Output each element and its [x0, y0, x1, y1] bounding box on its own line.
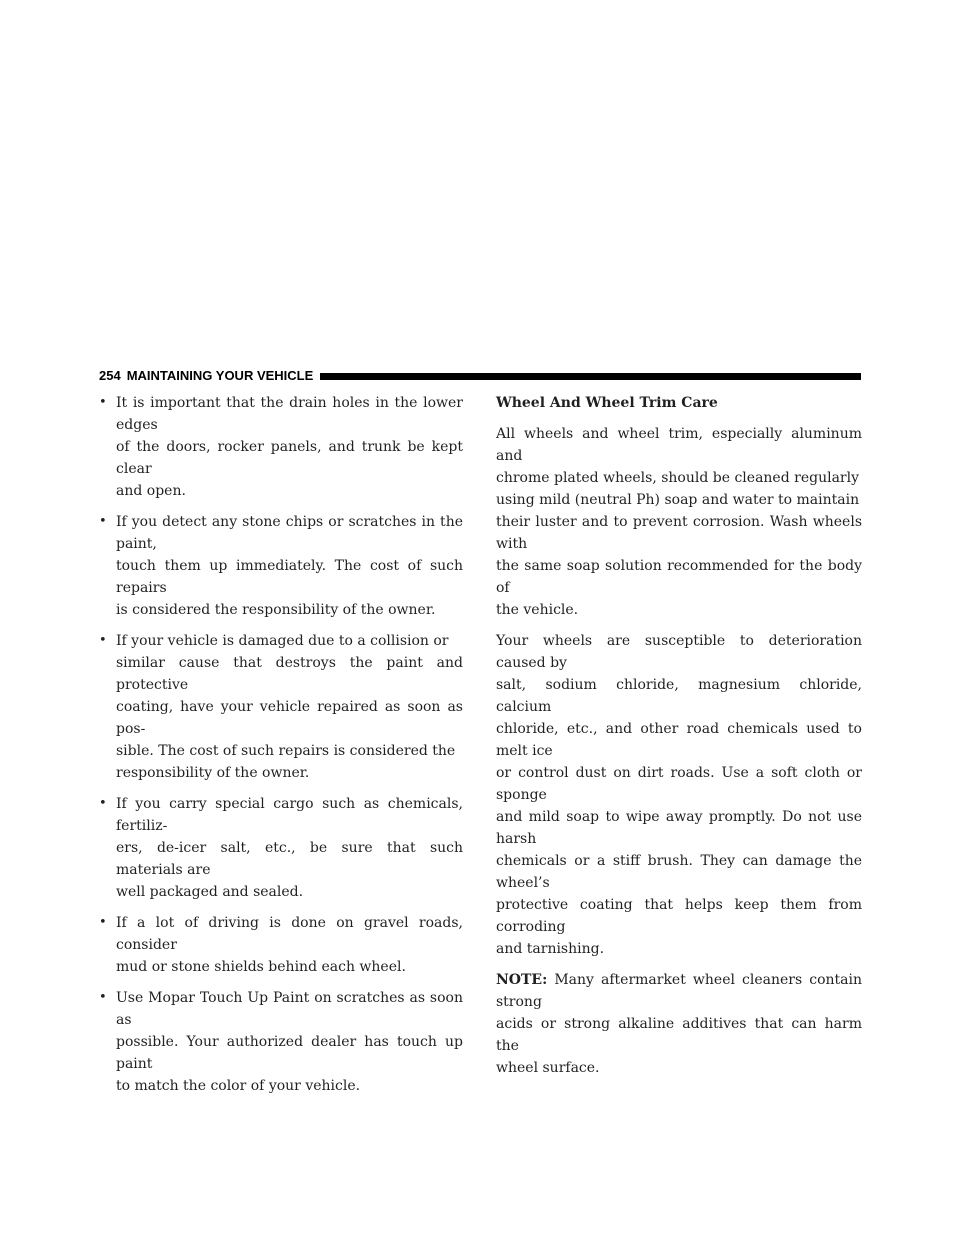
bullet-line: ers, de-icer salt, etc., be sure that such materials are	[116, 840, 463, 878]
paragraph-line: the vehicle.	[496, 602, 579, 618]
paragraph-line: their luster and to prevent corrosion. Wash wheels with	[496, 514, 862, 552]
paragraph-line: or control dust on dirt roads. Use a soft cloth or sponge	[496, 765, 862, 803]
bullet-line: is considered the responsibility of the owner.	[116, 602, 436, 618]
paragraph-line: chrome plated wheels, should be cleaned regularly	[496, 470, 859, 486]
paragraph-line: chemicals or a stiff brush. They can damage the wheel’s	[496, 853, 862, 891]
bullet-line: If you carry special cargo such as chemicals, fertiliz-	[116, 796, 463, 834]
bullet-marker: •	[99, 514, 107, 529]
header-rule	[320, 373, 861, 380]
bullet-special-cargo	[99, 793, 463, 903]
left-column	[99, 392, 463, 1106]
bullet-collision-damage	[99, 630, 463, 784]
bullet-marker: •	[99, 395, 107, 410]
bullet-line: It is important that the drain holes in the lower edges	[116, 395, 463, 433]
paragraph-line: and tarnishing.	[496, 941, 605, 957]
note-first-line	[496, 969, 862, 1013]
note-line: acids or strong alkaline additives that can harm the	[496, 1016, 862, 1054]
paragraph-line: Your wheels are susceptible to deterioration caused by	[496, 633, 862, 671]
page-number: 254	[99, 367, 121, 383]
note-line: Many aftermarket wheel cleaners contain strong	[496, 972, 862, 1010]
bullet-line: similar cause that destroys the paint and protective	[116, 655, 463, 693]
bullet-marker: •	[99, 990, 107, 1005]
section-title: MAINTAINING YOUR VEHICLE	[126, 367, 314, 383]
bullet-line: mud or stone shields behind each wheel.	[116, 959, 406, 975]
bullet-line: to match the color of your vehicle.	[116, 1078, 361, 1094]
bullet-line: possible. Your authorized dealer has touch up paint	[116, 1034, 463, 1072]
paragraph-line: All wheels and wheel trim, especially aluminum and	[496, 426, 862, 464]
paragraph-line: using mild (neutral Ph) soap and water to maintain	[496, 492, 860, 508]
bullet-line: coating, have your vehicle repaired as soon as pos-	[116, 699, 463, 737]
bullet-line: responsibility of the owner.	[116, 765, 310, 781]
maintenance-bullet-list	[99, 392, 463, 1097]
paragraph-line: salt, sodium chloride, magnesium chloride, calcium	[496, 677, 862, 715]
paragraph-deterioration	[496, 630, 862, 960]
bullet-line: well packaged and sealed.	[116, 884, 304, 900]
bullet-line: and open.	[116, 483, 186, 499]
paragraph-cleaning	[496, 423, 862, 621]
bullet-marker: •	[99, 915, 107, 930]
paragraph-line: protective coating that helps keep them from corroding	[496, 897, 862, 935]
bullet-line: Use Mopar Touch Up Paint on scratches as soon as	[116, 990, 463, 1028]
bullet-line: If your vehicle is damaged due to a collision or	[116, 633, 449, 649]
section-heading: Wheel And Wheel Trim Care	[496, 395, 718, 411]
bullet-drain-holes	[99, 392, 463, 502]
bullet-line: sible. The cost of such repairs is considered the	[116, 743, 456, 759]
paragraph-line: and mild soap to wipe away promptly. Do not use harsh	[496, 809, 862, 847]
bullet-marker: •	[99, 633, 107, 648]
bullet-touch-up-paint	[99, 987, 463, 1097]
bullet-line: If a lot of driving is done on gravel roads, consider	[116, 915, 463, 953]
note-label: NOTE:	[496, 972, 548, 988]
bullet-line: If you detect any stone chips or scratches in the paint,	[116, 514, 463, 552]
right-column	[496, 392, 862, 1088]
note-paragraph	[496, 969, 862, 1079]
bullet-line: of the doors, rocker panels, and trunk be kept clear	[116, 439, 463, 477]
note-line: wheel surface.	[496, 1060, 600, 1076]
bullet-stone-chips	[99, 511, 463, 621]
bullet-marker: •	[99, 796, 107, 811]
page-header	[99, 366, 861, 384]
paragraph-line: the same soap solution recommended for the body of	[496, 558, 862, 596]
bullet-gravel-roads	[99, 912, 463, 978]
bullet-line: touch them up immediately. The cost of such repairs	[116, 558, 463, 596]
paragraph-line: chloride, etc., and other road chemicals used to melt ice	[496, 721, 862, 759]
